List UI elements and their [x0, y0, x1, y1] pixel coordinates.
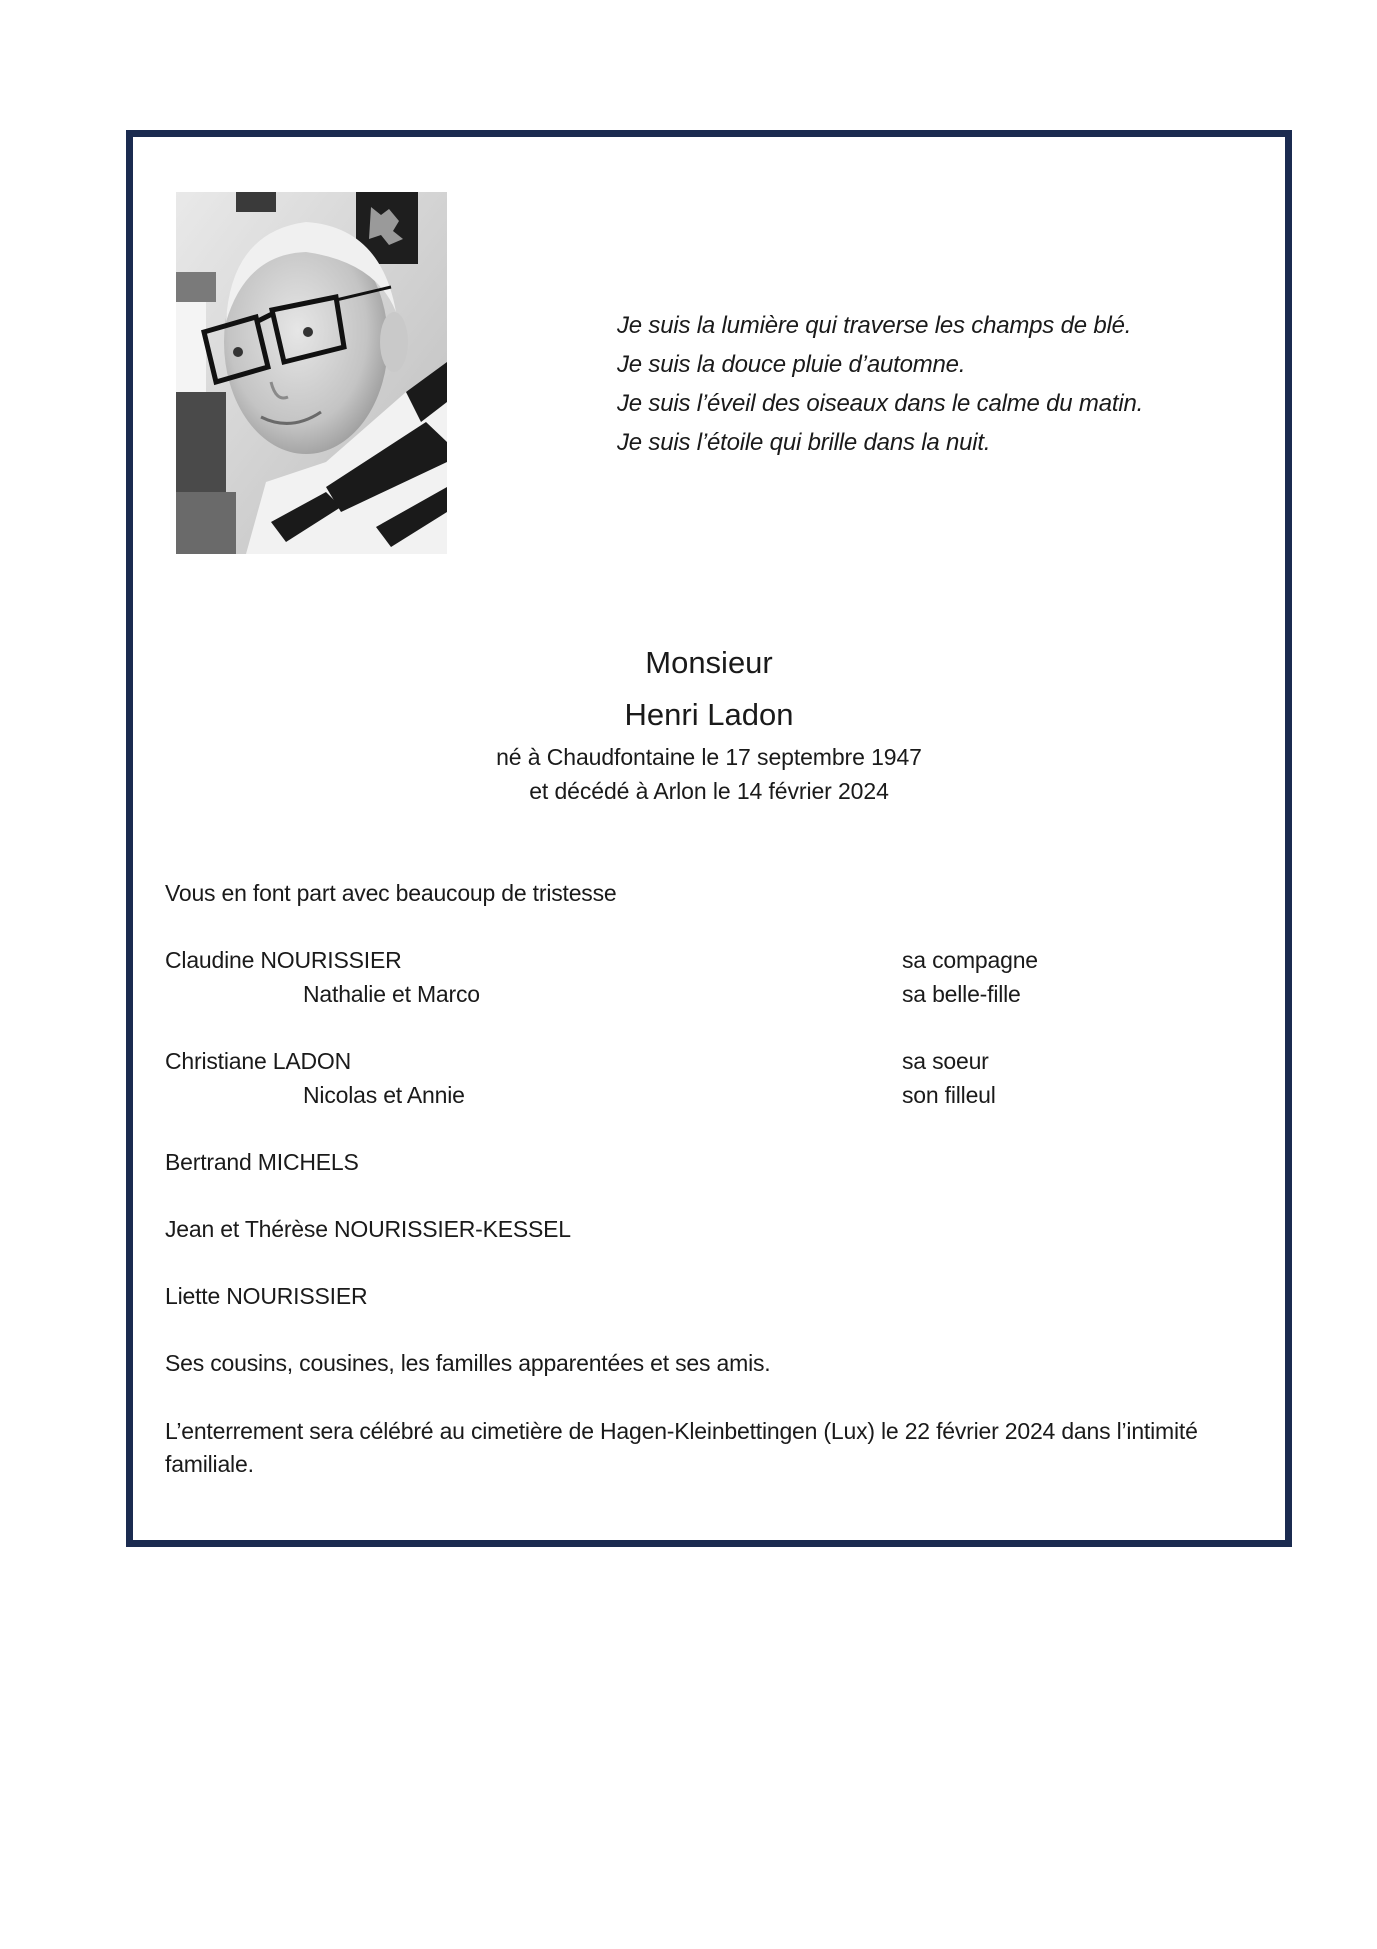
death-line: et décédé à Arlon le 14 février 2024	[529, 778, 889, 804]
portrait-image	[176, 192, 447, 554]
family-member-name: Claudine NOURISSIER	[165, 947, 402, 974]
poem-line: Je suis l’éveil des oiseaux dans le calme du matin.	[617, 390, 1144, 417]
poem-line: Je suis la douce pluie d’automne.	[617, 351, 966, 378]
intro-text: Vous en font part avec beaucoup de tristesse	[165, 880, 617, 906]
poem-line: Je suis la lumière qui traverse les champs de blé.	[617, 312, 1132, 339]
family-row	[165, 944, 1265, 978]
family-member-relation: son filleul	[902, 1081, 996, 1108]
announcement	[165, 877, 1265, 1482]
poem-line: Je suis l’étoile qui brille dans la nuit.	[617, 429, 991, 456]
family-member-relation: sa belle-fille	[902, 980, 1021, 1007]
family-member-name: Christiane LADON	[165, 1047, 351, 1074]
deceased-title: Monsieur	[645, 645, 773, 680]
extended-family-text: Ses cousins, cousines, les familles apparentées et ses amis.	[165, 1350, 771, 1377]
deceased-name: Henri Ladon	[624, 697, 794, 732]
life-dates	[126, 740, 1292, 808]
portrait-photo	[176, 192, 447, 554]
family-row	[165, 1045, 1265, 1079]
family-member-name: Liette NOURISSIER	[165, 1283, 368, 1310]
birth-line: né à Chaudfontaine le 17 septembre 1947	[496, 744, 922, 770]
family-member-name: Nathalie et Marco	[303, 980, 480, 1007]
family-member-relation: sa soeur	[902, 1047, 989, 1074]
family-row	[165, 978, 1265, 1012]
family-member-name: Nicolas et Annie	[303, 1081, 465, 1108]
family-member-name: Bertrand MICHELS	[165, 1148, 359, 1175]
funeral-text: L’enterrement sera célébré au cimetière de Hagen-Kleinbettingen (Lux) le 22 février 2024 dans l’intimité familiale.	[165, 1417, 1198, 1478]
family-member-name: Jean et Thérèse NOURISSIER-KESSEL	[165, 1215, 571, 1242]
family-member-relation: sa compagne	[902, 947, 1038, 974]
poem	[617, 306, 1143, 462]
family-row	[165, 1079, 1265, 1113]
